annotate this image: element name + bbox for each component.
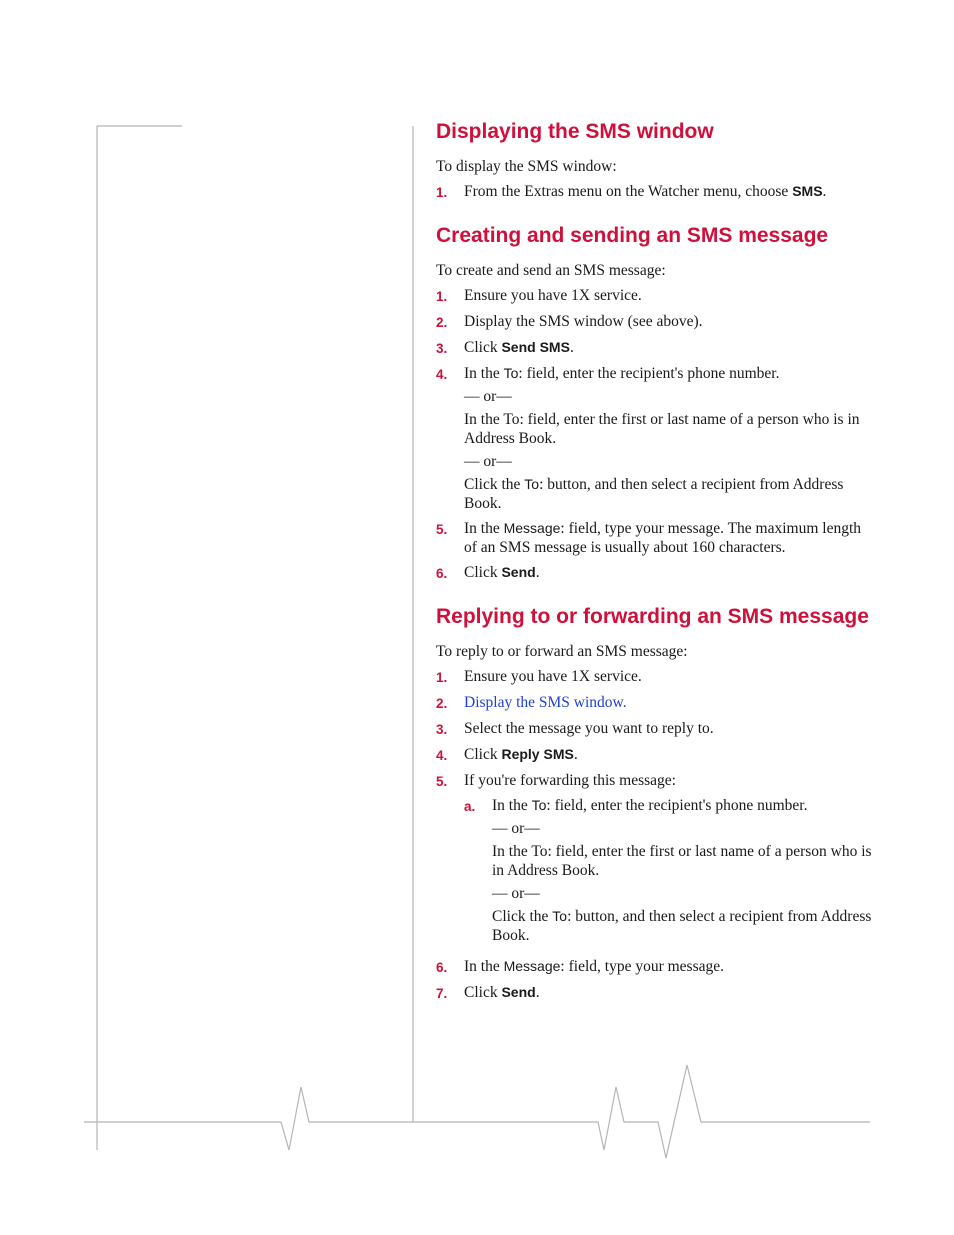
step-text: In the To: field, enter the recipient's phone number. — or— In the To: field, enter the first or last name of a person who is in Address Book. — or— Click the To: button, and then select a recipient from Address Book. [464, 364, 876, 513]
ui-term: Message [503, 958, 561, 974]
step-text: Click Send. [464, 984, 540, 1001]
step-text: In the Message: field, type your message. The maximum length of an SMS message is usually about 160 characters. [464, 520, 862, 556]
list-item [436, 745, 876, 765]
list-item [436, 667, 876, 687]
or-separator: — or— [464, 453, 512, 470]
list-item [436, 364, 876, 513]
step-text: From the Extras menu on the Watcher menu, choose SMS. [464, 183, 827, 200]
ui-term: Send [501, 564, 536, 580]
list-item [436, 719, 876, 739]
ui-term: SMS [792, 183, 823, 199]
or-separator: — or— [464, 388, 512, 405]
list-item [436, 182, 876, 202]
step-text: If you're forwarding this message: a. In the To: field, enter the recipient's phone number. — or— In the To: field, enter the first or last name of a person who is in Address Book. — or— Click the To: button, and then select a recipient from Address Book. [464, 771, 876, 951]
ui-term: To [524, 476, 540, 492]
list-item [436, 983, 876, 1003]
section-heading: Displaying the SMS window [436, 120, 714, 143]
step-number: 4. [436, 748, 448, 763]
step-number: 2. [436, 315, 448, 330]
step-number: 4. [436, 367, 448, 382]
step-number: 1. [436, 670, 448, 685]
step-text: Click Reply SMS. [464, 746, 578, 763]
step-number: 6. [436, 566, 448, 581]
list-item [436, 771, 876, 951]
section-intro: To display the SMS window: [436, 158, 617, 175]
or-separator: — or— [492, 885, 540, 902]
section-intro: To reply to or forward an SMS message: [436, 643, 688, 660]
list-item [436, 312, 876, 332]
step-text: In the Message: field, type your message. [464, 958, 724, 975]
step-text: Click Send. [464, 564, 540, 581]
step-number: 5. [436, 774, 448, 789]
section-intro: To create and send an SMS message: [436, 262, 666, 279]
section-heading: Creating and sending an SMS message [436, 224, 829, 247]
list-item [436, 519, 876, 557]
document-content [436, 118, 876, 1023]
step-number: a. [464, 799, 476, 814]
step-text: Click Send SMS. [464, 339, 574, 356]
sub-list-item [464, 796, 876, 945]
display-sms-window-link[interactable]: Display the SMS window. [464, 694, 627, 711]
step-number: 2. [436, 696, 448, 711]
ui-term: To [531, 797, 547, 813]
list-item [436, 957, 876, 977]
step-text: In the To: field, enter the recipient's phone number. — or— In the To: field, enter the first or last name of a person who is in Address Book. — or— Click the To: button, and then select a recipient from Address Book. [492, 796, 876, 945]
step-number: 7. [436, 986, 448, 1001]
list-item [436, 563, 876, 583]
ui-term: Send SMS [501, 339, 570, 355]
step-number: 1. [436, 185, 448, 200]
step-text: Display the SMS window (see above). [464, 313, 703, 330]
or-separator: — or— [492, 820, 540, 837]
list-item [436, 286, 876, 306]
ui-term: Send [501, 984, 536, 1000]
step-text: Select the message you want to reply to. [464, 720, 714, 737]
alternative-text: Click the To: button, and then select a recipient from Address Book. [464, 476, 844, 512]
list-item [436, 693, 876, 713]
alternative-text: In the To: field, enter the first or last name of a person who is in Address Book. [492, 843, 872, 879]
section-reply-forward [436, 603, 876, 1003]
step-number: 3. [436, 722, 448, 737]
step-number: 3. [436, 341, 448, 356]
ui-term: To [503, 365, 519, 381]
section-heading: Replying to or forwarding an SMS message [436, 605, 869, 628]
alternative-text: Click the To: button, and then select a recipient from Address Book. [492, 908, 872, 944]
ui-term: Reply SMS [501, 746, 574, 762]
step-text: Ensure you have 1X service. [464, 668, 642, 685]
ui-term: To [552, 908, 568, 924]
step-number: 6. [436, 960, 448, 975]
alternative-text: In the To: field, enter the first or last name of a person who is in Address Book. [464, 411, 860, 447]
section-display-sms [436, 118, 876, 202]
section-create-send [436, 222, 876, 583]
step-text: Ensure you have 1X service. [464, 287, 642, 304]
ui-term: Message [503, 520, 561, 536]
list-item [436, 338, 876, 358]
step-number: 1. [436, 289, 448, 304]
step-number: 5. [436, 522, 448, 537]
